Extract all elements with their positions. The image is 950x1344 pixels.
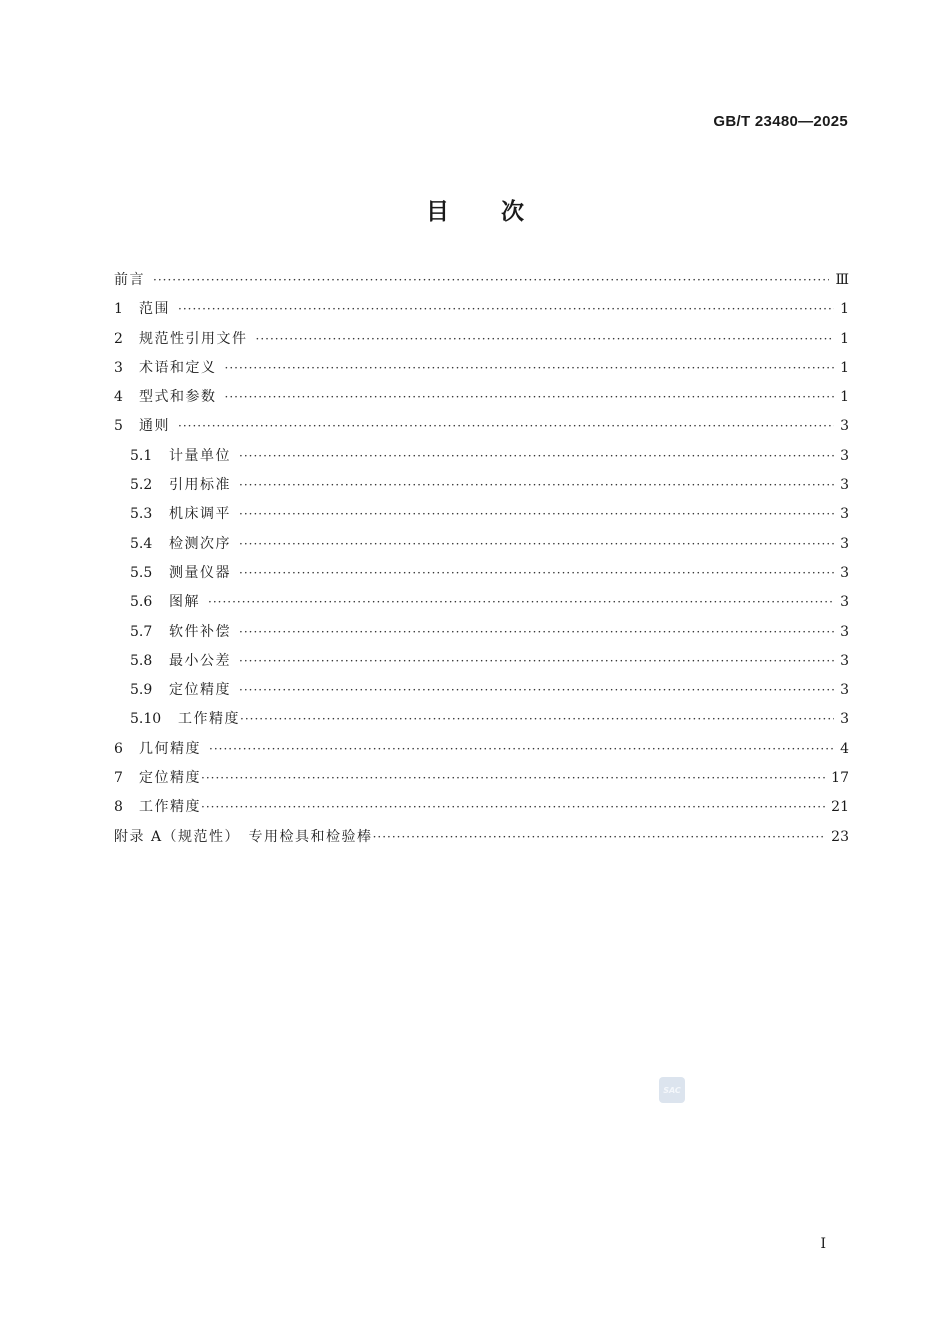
toc-entry-8[interactable]: [114, 796, 849, 825]
toc-entry-number: 5: [114, 418, 123, 435]
standard-code: GB/T 23480—2025: [713, 113, 848, 130]
toc-entry-5-1[interactable]: [114, 445, 849, 474]
toc-entry-page: 3: [840, 447, 849, 464]
toc-entry-label: 型式和参数: [139, 389, 217, 406]
dot-leader: [225, 390, 835, 404]
page-title: [0, 193, 950, 226]
toc-entry-label: 工作精度: [139, 799, 201, 816]
toc-entry-3[interactable]: [114, 357, 849, 386]
toc-entry-2[interactable]: [114, 328, 849, 357]
toc-entry-5[interactable]: [114, 415, 849, 444]
page-title-part-1: 目: [426, 199, 449, 225]
dot-leader: [239, 507, 834, 521]
toc-entry-number: 5.7: [130, 623, 153, 640]
toc-entry-number: 5.6: [130, 594, 153, 611]
toc-entry-number: 5.2: [130, 477, 153, 494]
toc-entry-foreword[interactable]: [114, 269, 849, 298]
toc-entry-number: 5.5: [130, 564, 153, 581]
toc-entry-5-4[interactable]: [114, 533, 849, 562]
toc-entry-label: 范围: [139, 301, 170, 318]
dot-leader: [373, 830, 826, 844]
dot-leader: [225, 361, 835, 375]
toc-entry-1[interactable]: [114, 298, 849, 327]
toc-entry-page: 3: [840, 594, 849, 611]
toc-entry-page: 4: [840, 740, 849, 757]
toc-entry-page: 1: [840, 301, 849, 318]
toc-entry-label: 机床调平: [169, 506, 231, 523]
dot-leader: [239, 566, 834, 580]
toc-entry-number: 3: [114, 359, 123, 376]
toc-entry-label: 通则: [139, 418, 170, 435]
toc-entry-annex-a[interactable]: [114, 826, 849, 855]
toc-entry-label: 定位精度: [169, 682, 231, 699]
table-of-contents: [114, 269, 849, 855]
toc-entry-5-8[interactable]: [114, 650, 849, 679]
toc-entry-label: 定位精度: [139, 770, 201, 787]
dot-leader: [239, 683, 834, 697]
toc-entry-label: 软件补偿: [169, 623, 231, 640]
dot-leader: [256, 332, 835, 346]
toc-entry-number: 5.1: [130, 447, 153, 464]
sac-watermark-logo: SAC: [659, 1077, 685, 1103]
toc-entry-5-6[interactable]: [114, 591, 849, 620]
dot-leader: [239, 537, 834, 551]
toc-entry-page: 3: [840, 506, 849, 523]
toc-entry-label: 几何精度: [139, 740, 201, 757]
dot-leader: [178, 419, 834, 433]
toc-entry-page: 1: [840, 359, 849, 376]
toc-entry-page: 3: [840, 682, 849, 699]
toc-entry-number: 8: [114, 799, 123, 816]
toc-entry-5-2[interactable]: [114, 474, 849, 503]
toc-entry-page: 3: [840, 711, 849, 728]
dot-leader: [153, 273, 829, 287]
toc-entry-number: 4: [114, 389, 123, 406]
dot-leader: [208, 595, 834, 609]
toc-entry-number: 2: [114, 330, 123, 347]
toc-entry-5-3[interactable]: [114, 503, 849, 532]
toc-entry-page: 1: [840, 389, 849, 406]
toc-entry-page: Ⅲ: [835, 272, 849, 288]
toc-entry-page: 23: [831, 828, 849, 845]
toc-entry-page: 3: [840, 564, 849, 581]
toc-entry-label: 术语和定义: [139, 359, 217, 376]
dot-leader: [239, 654, 834, 668]
dot-leader: [240, 712, 834, 726]
toc-entry-number: 5.8: [130, 652, 153, 669]
toc-entry-number: 6: [114, 740, 123, 757]
toc-entry-number: 5.3: [130, 506, 153, 523]
toc-entry-number: 5.4: [130, 535, 153, 552]
toc-entry-5-10[interactable]: [114, 708, 849, 737]
dot-leader: [201, 800, 825, 814]
toc-entry-page: 3: [840, 652, 849, 669]
toc-entry-page: 17: [831, 770, 849, 787]
toc-entry-page: 21: [831, 799, 849, 816]
toc-entry-7[interactable]: [114, 767, 849, 796]
toc-entry-5-5[interactable]: [114, 562, 849, 591]
toc-entry-page: 3: [840, 418, 849, 435]
dot-leader: [239, 449, 834, 463]
toc-entry-label: 测量仪器: [169, 564, 231, 581]
toc-entry-page: 1: [840, 330, 849, 347]
toc-entry-label: 附录 A（规范性） 专用检具和检验棒: [114, 828, 373, 845]
dot-leader: [178, 302, 834, 316]
toc-entry-6[interactable]: [114, 738, 849, 767]
toc-entry-5-9[interactable]: [114, 679, 849, 708]
toc-entry-number: 5.9: [130, 682, 153, 699]
toc-entry-label: 计量单位: [169, 447, 231, 464]
toc-entry-label: 检测次序: [169, 535, 231, 552]
toc-entry-label: 图解: [169, 594, 200, 611]
toc-entry-label: 前言: [114, 272, 145, 288]
toc-entry-label: 规范性引用文件: [139, 330, 248, 347]
toc-entry-page: 3: [840, 623, 849, 640]
toc-entry-page: 3: [840, 477, 849, 494]
toc-entry-number: 5.10: [130, 711, 162, 728]
toc-entry-page: 3: [840, 535, 849, 552]
dot-leader: [209, 742, 834, 756]
toc-entry-label: 最小公差: [169, 652, 231, 669]
dot-leader: [239, 625, 834, 639]
footer-page-number: I: [820, 1236, 826, 1252]
toc-entry-number: 1: [114, 301, 123, 318]
toc-entry-label: 引用标准: [169, 477, 231, 494]
dot-leader: [239, 478, 834, 492]
page-title-part-2: 次: [501, 199, 524, 225]
toc-entry-label: 工作精度: [178, 711, 240, 728]
toc-entry-5-7[interactable]: [114, 621, 849, 650]
toc-entry-number: 7: [114, 770, 123, 787]
toc-entry-4[interactable]: [114, 386, 849, 415]
dot-leader: [201, 771, 825, 785]
